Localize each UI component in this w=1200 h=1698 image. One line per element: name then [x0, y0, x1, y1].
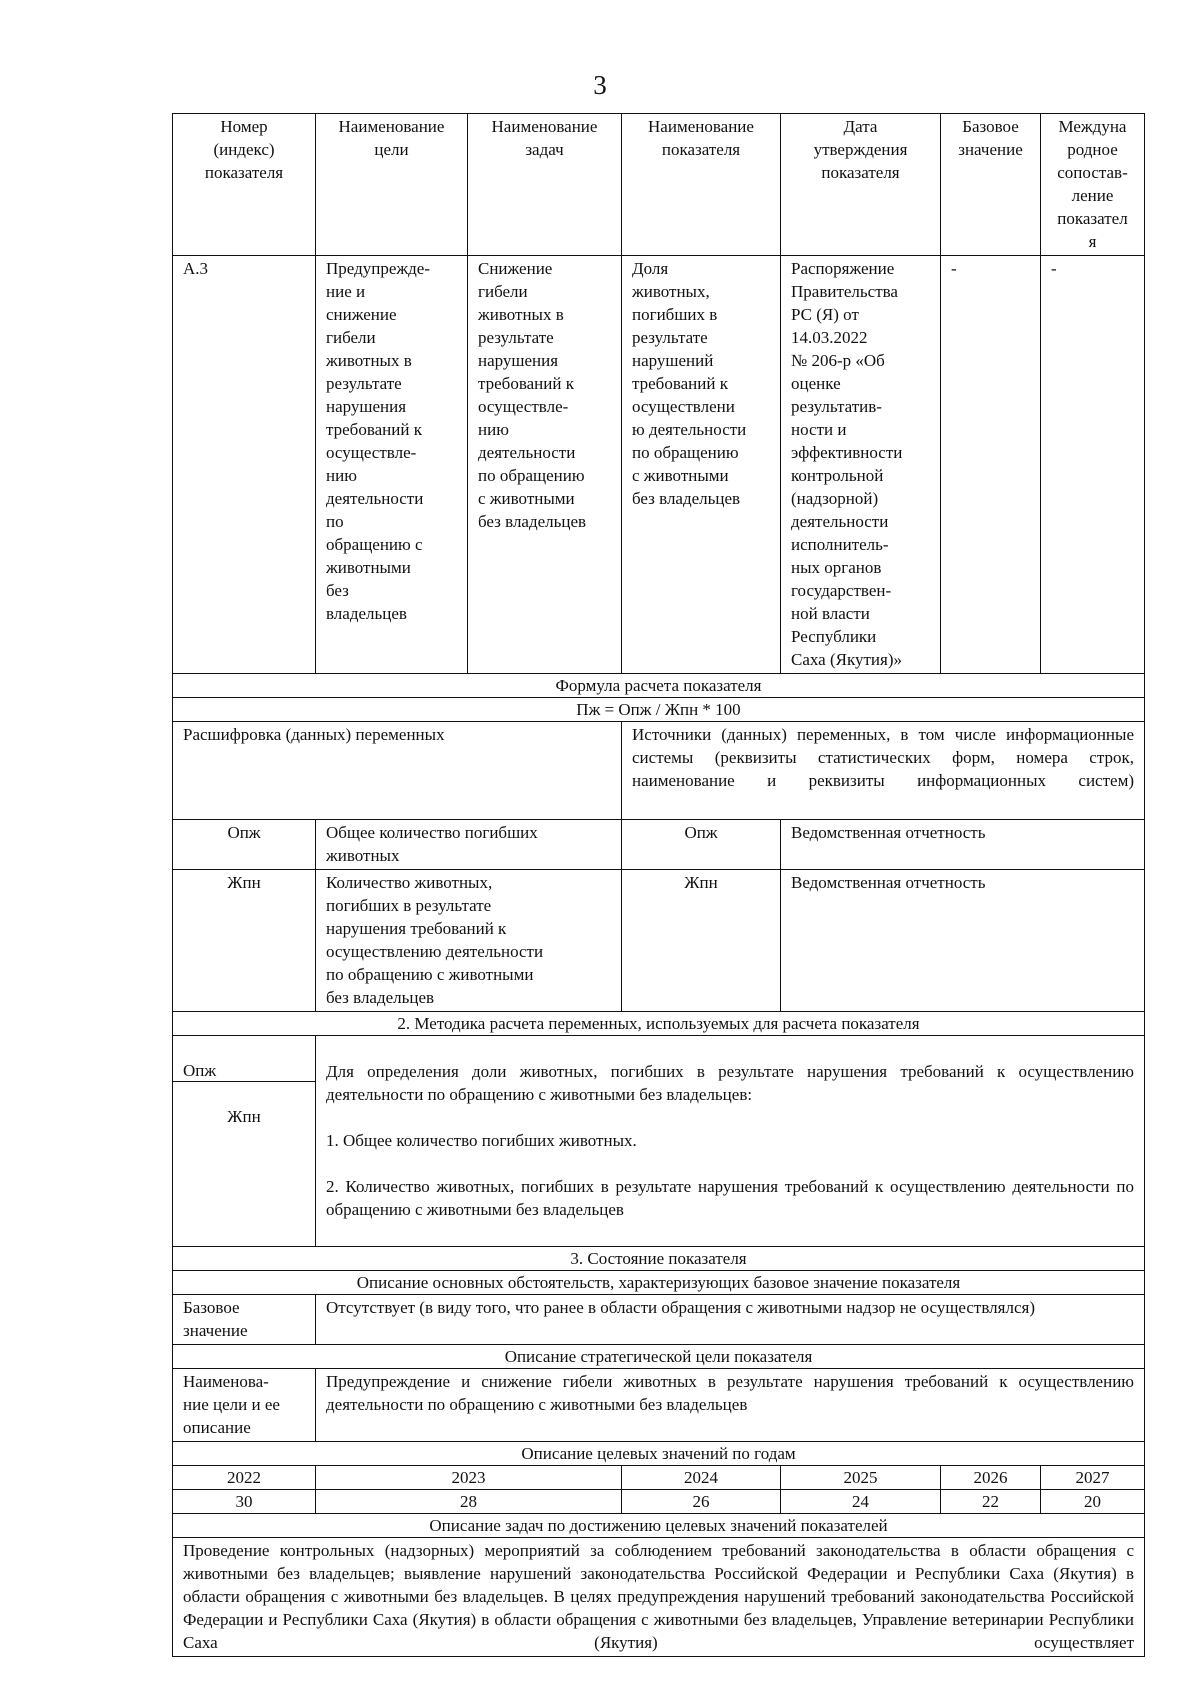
target-value: 30 — [173, 1490, 316, 1514]
tasks-title-row — [173, 1514, 1145, 1538]
tasks-text: Проведение контрольных (надзорных) мероприятий за соблюдением требований законодательства в области обращения с животными без владельцев; выявление нарушений законодательства Российской Федерации и Республики Саха (Якутия) в области обращения с животными без владельцев. В целях предупреждения нарушений требований законодательства Российской Федерации и Республики Саха (Якутия) в области обращения с животными без владельцев, Управление ветеринарии Республики Саха (Якутия) осуществляет — [173, 1538, 1145, 1657]
target-value: 26 — [622, 1490, 781, 1514]
variable-code: Жпн — [173, 870, 316, 1012]
target-value: 20 — [1041, 1490, 1145, 1514]
tasks-title: Описание задач по достижению целевых значений показателей — [173, 1514, 1145, 1538]
target-year: 2027 — [1041, 1466, 1145, 1490]
methodology-codes — [173, 1036, 316, 1247]
target-year: 2023 — [316, 1466, 622, 1490]
tasks-text-row — [173, 1538, 1145, 1657]
formula-title-row — [173, 674, 1145, 698]
circumstances-title: Описание основных обстоятельств, характеризующих базовое значение показателя — [173, 1271, 1145, 1295]
goal-description-row — [173, 1369, 1145, 1442]
goal-description-text: Предупреждение и снижение гибели животных в результате нарушения требований к осуществлению деятельности по обращению с животными без владельцев — [316, 1369, 1145, 1442]
methodology-paragraph: Для определения доли животных, погибших в результате нарушения требований к осуществлению деятельности по обращению с животными без владельцев: — [326, 1062, 1134, 1104]
indicator-base-value: - — [941, 256, 1041, 674]
goal-description-label: Наименова- ние цели и ее описание — [173, 1369, 316, 1442]
target-value: 24 — [781, 1490, 941, 1514]
state-title-row — [173, 1247, 1145, 1271]
methodology-item: 2. Количество животных, погибших в результате нарушения требований к осуществлению деятельности по обращению с животными без владельцев — [326, 1177, 1134, 1219]
base-value-row — [173, 1295, 1145, 1345]
variables-header-row — [173, 722, 1145, 820]
variable-row — [173, 820, 1145, 870]
methodology-code: Опж — [173, 1059, 315, 1082]
header-indicator: Наименование показателя — [622, 114, 781, 256]
header-international: Междуна родное сопостав- ление показател я — [1041, 114, 1145, 256]
variable-source-code: Жпн — [622, 870, 781, 1012]
targets-title-row — [173, 1442, 1145, 1466]
indicator-goal: Предупрежде- ние и снижение гибели животных в результате нарушения требований к осуществле- нию деятельности по обращению с животными без владельцев — [316, 256, 468, 674]
header-row — [173, 114, 1145, 256]
target-year: 2026 — [941, 1466, 1041, 1490]
indicator-row — [173, 256, 1145, 674]
formula-title: Формула расчета показателя — [173, 674, 1145, 698]
base-value-label: Базовое значение — [173, 1295, 316, 1345]
variable-code: Опж — [173, 820, 316, 870]
header-base-value: Базовое значение — [941, 114, 1041, 256]
formula-row — [173, 698, 1145, 722]
target-value: 22 — [941, 1490, 1041, 1514]
variable-row — [173, 870, 1145, 1012]
methodology-text — [316, 1036, 1145, 1247]
methodology-item: 1. Общее количество погибших животных. — [326, 1131, 637, 1150]
methodology-title: 2. Методика расчета переменных, используемых для расчета показателя — [173, 1012, 1145, 1036]
circumstances-title-row — [173, 1271, 1145, 1295]
target-value: 28 — [316, 1490, 622, 1514]
header-tasks: Наименование задач — [468, 114, 622, 256]
variable-description: Количество животных, погибших в результате нарушения требований к осуществлению деятельности по обращению с животными без владельцев — [316, 870, 622, 1012]
variables-sources-header: Источники (данных) переменных, в том числе информационные системы (реквизиты статистических форм, номера строк, наименование и реквизиты информационных систем) — [622, 722, 1145, 820]
state-title: 3. Состояние показателя — [173, 1247, 1145, 1271]
indicator-index: А.3 — [173, 256, 316, 674]
formula-expression: Пж = Опж / Жпн * 100 — [173, 698, 1145, 722]
indicator-approval-date: Распоряжение Правительства РС (Я) от 14.03.2022 № 206-р «Об оценке результатив- ности и эффективности контрольной (надзорной) деятельности исполнитель- ных органов государствен- ной власти Республики Саха (Якутия)» — [781, 256, 941, 674]
variable-source-code: Опж — [622, 820, 781, 870]
variable-source: Ведомственная отчетность — [781, 820, 1145, 870]
target-year: 2022 — [173, 1466, 316, 1490]
variable-description: Общее количество погибших животных — [316, 820, 622, 870]
methodology-code: Жпн — [227, 1107, 261, 1126]
indicator-tasks: Снижение гибели животных в результате нарушения требований к осуществле- нию деятельности по обращению с животными без владельцев — [468, 256, 622, 674]
targets-years-row — [173, 1466, 1145, 1490]
targets-values-row — [173, 1490, 1145, 1514]
header-goal: Наименование цели — [316, 114, 468, 256]
page-number: 3 — [593, 70, 607, 100]
target-year: 2025 — [781, 1466, 941, 1490]
strategic-title-row — [173, 1345, 1145, 1369]
methodology-title-row — [173, 1012, 1145, 1036]
indicator-passport-table — [172, 113, 1145, 1657]
targets-title: Описание целевых значений по годам — [173, 1442, 1145, 1466]
header-index: Номер (индекс) показателя — [173, 114, 316, 256]
header-approval-date: Дата утверждения показателя — [781, 114, 941, 256]
methodology-row — [173, 1036, 1145, 1247]
base-value-text: Отсутствует (в виду того, что ранее в области обращения с животными надзор не осуществлялся) — [316, 1295, 1145, 1345]
indicator-name: Доля животных, погибших в результате нарушений требований к осуществлени ю деятельности по обращению с животными без владельцев — [622, 256, 781, 674]
target-year: 2024 — [622, 1466, 781, 1490]
variable-source: Ведомственная отчетность — [781, 870, 1145, 1012]
indicator-international: - — [1041, 256, 1145, 674]
strategic-title: Описание стратегической цели показателя — [173, 1345, 1145, 1369]
variables-decode-header: Расшифровка (данных) переменных — [173, 722, 622, 820]
